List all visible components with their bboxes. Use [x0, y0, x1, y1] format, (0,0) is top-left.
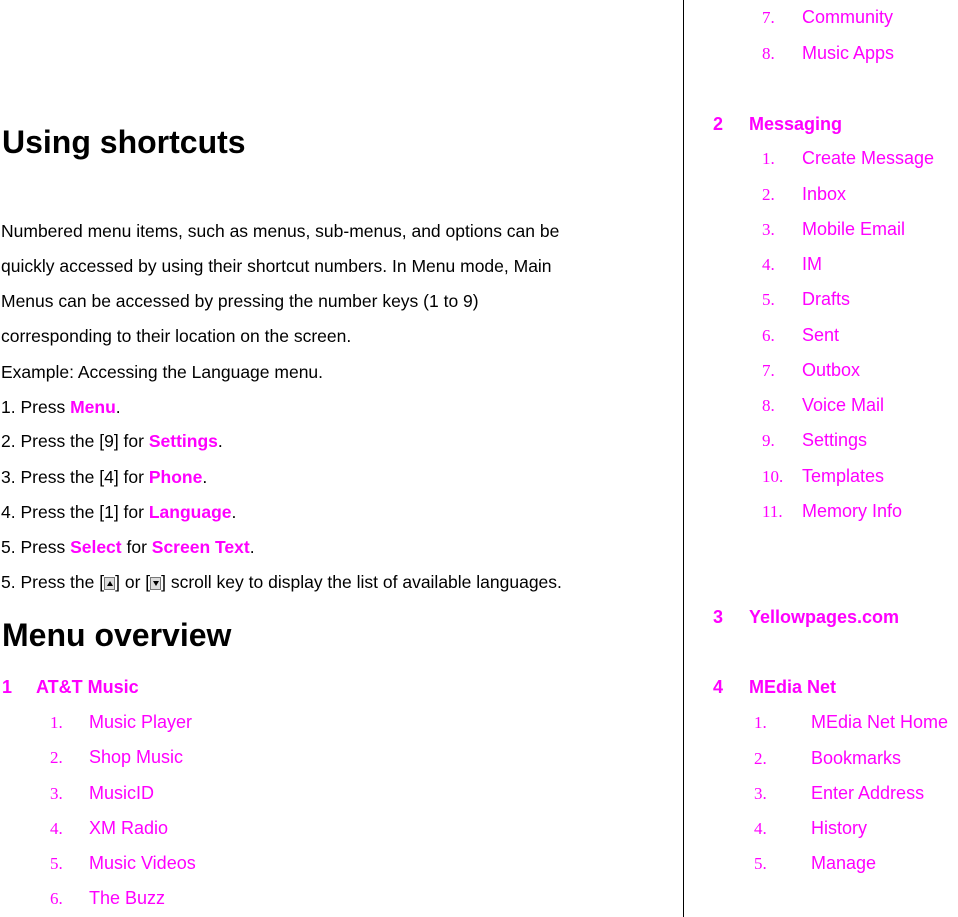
menu-item-enter-address: Enter Address — [811, 783, 925, 803]
menu-item-im: IM — [802, 254, 822, 274]
item-number: 3. — [50, 784, 63, 803]
section-2-title: Messaging — [749, 114, 843, 134]
menu-item-inbox: Inbox — [802, 184, 847, 204]
step-text: for — [121, 537, 152, 557]
item-number: 8. — [762, 396, 775, 415]
section-3-number: 3 — [713, 607, 724, 627]
item-number: 10. — [762, 467, 784, 486]
menu-item-music-apps: Music Apps — [802, 43, 895, 63]
key-select: Select — [70, 537, 122, 557]
item-number: 2. — [50, 748, 63, 767]
key-phone: Phone — [148, 467, 203, 487]
key-screen-text: Screen Text — [151, 537, 250, 557]
item-number: 3. — [754, 784, 767, 803]
menu-item-settings: Settings — [802, 430, 868, 450]
menu-item-history: History — [811, 818, 868, 838]
item-number: 2. — [762, 185, 775, 204]
item-number: 4. — [754, 819, 767, 838]
menu-item-drafts: Drafts — [802, 289, 851, 309]
intro-line-2: quickly accessed by using their shortcut numbers. In Menu mode, Main — [1, 256, 552, 276]
item-number: 5. — [754, 854, 767, 873]
item-number: 1. — [754, 713, 767, 732]
key-menu: Menu — [70, 397, 116, 417]
section-3-title: Yellowpages.com — [749, 607, 900, 627]
menu-item-the-buzz: The Buzz — [89, 888, 166, 908]
intro-line-4: corresponding to their location on the screen. — [1, 326, 352, 346]
item-number: 7. — [762, 361, 775, 380]
item-number: 3. — [762, 220, 775, 239]
step-text: . — [115, 397, 121, 417]
intro-line-1: Numbered menu items, such as menus, sub-menus, and options can be — [1, 221, 560, 241]
menu-item-manage: Manage — [811, 853, 877, 873]
key-settings: Settings — [148, 431, 218, 451]
key-language: Language — [148, 502, 232, 522]
section-4-number: 4 — [713, 677, 724, 697]
step-text: 3. Press the [4] for — [1, 467, 149, 487]
step-4 — [1, 502, 236, 523]
step-text: ] scroll key to display the list of available languages. — [161, 572, 562, 592]
menu-item-shop-music: Shop Music — [89, 747, 184, 767]
menu-item-xm-radio: XM Radio — [89, 818, 169, 838]
item-number: 4. — [50, 819, 63, 838]
menu-overview-title: Menu overview — [2, 617, 232, 653]
menu-item-create-message: Create Message — [802, 148, 935, 168]
section-1-title: AT&T Music — [36, 677, 139, 697]
step-3 — [1, 467, 207, 488]
section-1-number: 1 — [2, 677, 13, 697]
step-text: 5. Press — [1, 537, 71, 557]
step-5 — [1, 537, 255, 558]
step-text: 4. Press the [1] for — [1, 502, 149, 522]
section-2-number: 2 — [713, 114, 724, 134]
step-text: 5. Press the [ — [1, 572, 105, 592]
step-text: 2. Press the [9] for — [1, 431, 149, 451]
step-text: . — [202, 467, 208, 487]
item-number: 4. — [762, 255, 775, 274]
column-divider — [683, 0, 684, 917]
item-number: 7. — [762, 8, 775, 27]
section-4-title: MEdia Net — [749, 677, 837, 697]
step-1 — [1, 397, 121, 418]
item-number: 5. — [50, 854, 63, 873]
item-number: 1. — [762, 149, 775, 168]
item-number: 9. — [762, 431, 775, 450]
step-text: . — [249, 537, 255, 557]
menu-item-outbox: Outbox — [802, 360, 861, 380]
item-number: 6. — [762, 326, 775, 345]
item-number: 8. — [762, 44, 775, 63]
step-text: . — [217, 431, 223, 451]
item-number: 11. — [762, 502, 783, 521]
menu-item-musicid: MusicID — [89, 783, 155, 803]
step-text: ] or [ — [115, 572, 151, 592]
menu-item-music-player: Music Player — [89, 712, 193, 732]
item-number: 1. — [50, 713, 63, 732]
menu-item-voice-mail: Voice Mail — [802, 395, 885, 415]
example-line: Example: Accessing the Language menu. — [1, 362, 324, 382]
step-text: 1. Press — [1, 397, 71, 417]
menu-item-memory-info: Memory Info — [802, 501, 903, 521]
shortcuts-title: Using shortcuts — [2, 124, 246, 160]
step-2 — [1, 431, 223, 452]
menu-item-community: Community — [802, 7, 894, 27]
item-number: 5. — [762, 290, 775, 309]
intro-line-3: Menus can be accessed by pressing the number keys (1 to 9) — [1, 291, 479, 311]
menu-item-templates: Templates — [802, 466, 885, 486]
menu-item-media-net-home: MEdia Net Home — [811, 712, 949, 732]
menu-item-music-videos: Music Videos — [89, 853, 196, 873]
menu-item-sent: Sent — [802, 325, 840, 345]
step-text: . — [231, 502, 237, 522]
up-arrow-key-icon — [104, 577, 115, 590]
menu-item-mobile-email: Mobile Email — [802, 219, 906, 239]
down-arrow-key-icon — [150, 577, 161, 590]
menu-item-bookmarks: Bookmarks — [811, 748, 902, 768]
item-number: 6. — [50, 889, 63, 908]
step-scroll — [1, 572, 562, 593]
item-number: 2. — [754, 749, 767, 768]
